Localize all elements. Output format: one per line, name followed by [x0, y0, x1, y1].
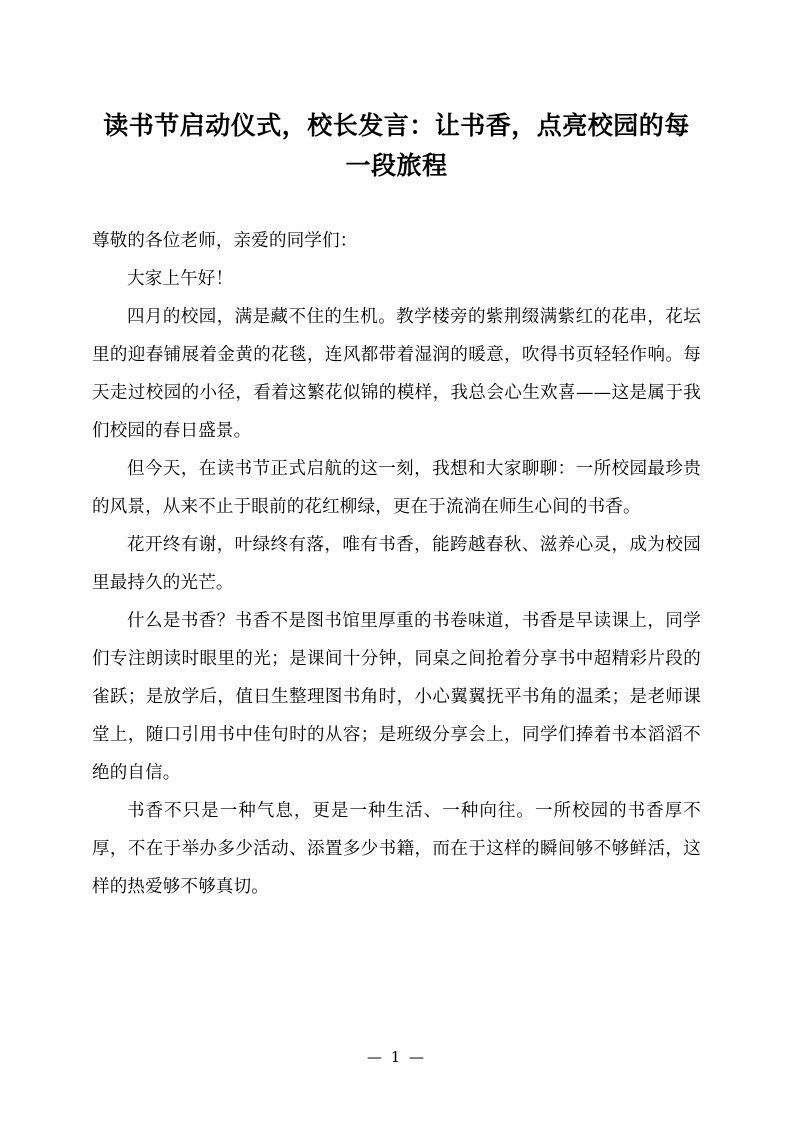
paragraph-spring-scene: 四月的校园，满是藏不住的生机。教学楼旁的紫荆缀满紫红的花串，花坛里的迎春铺展着金黄的花毯，连风都带着湿润的暖意，吹得书页轻轻作响。每天走过校园的小径，看着这繁花似锦的模样，我总会心生欢喜——这是属于我们校园的春日盛景。	[92, 307, 701, 441]
paragraph-today-topic: 但今天，在读书节正式启航的这一刻，我想和大家聊聊：一所校园最珍贵的风景，从来不止于眼前的花红柳绿，更在于流淌在师生心间的书香。	[92, 459, 701, 517]
document-body	[92, 222, 701, 906]
paragraph-booksmell-life: 书香不只是一种气息，更是一种生活、一种向往。一所校园的书香厚不厚，不在于举办多少活动、添置多少书籍，而在于这样的瞬间够不够鲜活，这样的热爱够不够真切。	[92, 801, 701, 897]
paragraph-booksmell-light: 花开终有谢，叶绿终有落，唯有书香，能跨越春秋、滋养心灵，成为校园里最持久的光芒。	[92, 535, 701, 593]
paragraph-greeting: 大家上午好！	[127, 269, 234, 289]
page-title: 读书节启动仪式，校长发言：让书香，点亮校园的每一段旅程	[103, 111, 690, 180]
paragraph-salutation: 尊敬的各位老师，亲爱的同学们：	[92, 231, 358, 251]
page-number: — 1 —	[366, 1048, 427, 1066]
paragraph-what-is-booksmell: 什么是书香？书香不是图书馆里厚重的书卷味道，书香是早读课上，同学们专注朗读时眼里的光；是课间十分钟，同桌之间抢着分享书中超精彩片段的雀跃；是放学后，值日生整理图书角时，小心翼翼抚平书角的温柔；是老师课堂上，随口引用书中佳句时的从容；是班级分享会上，同学们捧着书本滔滔不绝的自信。	[92, 611, 701, 783]
